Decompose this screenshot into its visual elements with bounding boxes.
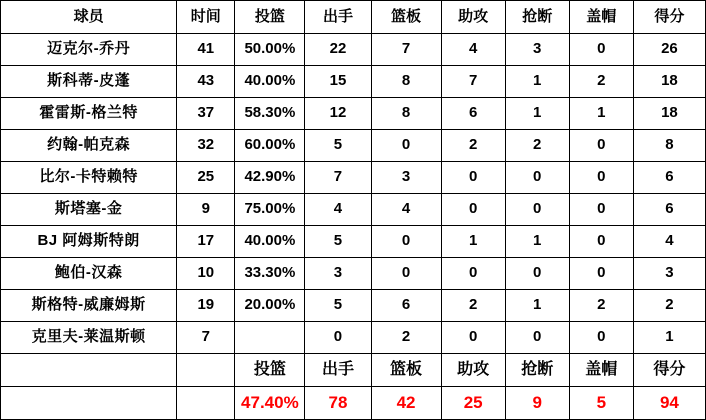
player-name: 比尔-卡特赖特 xyxy=(1,162,177,194)
player-fga: 5 xyxy=(305,130,371,162)
player-fg-pct: 40.00% xyxy=(235,66,305,98)
table-row xyxy=(1,98,706,130)
player-minutes: 32 xyxy=(177,130,235,162)
player-points: 26 xyxy=(633,34,705,66)
player-fga: 0 xyxy=(305,322,371,354)
player-fg-pct: 75.00% xyxy=(235,194,305,226)
table-row xyxy=(1,194,706,226)
totals-header-steals: 抢断 xyxy=(505,354,569,387)
player-points: 1 xyxy=(633,322,705,354)
player-steals: 0 xyxy=(505,322,569,354)
player-fg-pct: 60.00% xyxy=(235,130,305,162)
header-assists: 助攻 xyxy=(441,1,505,34)
player-minutes: 9 xyxy=(177,194,235,226)
header-steals: 抢断 xyxy=(505,1,569,34)
player-blocks: 1 xyxy=(569,98,633,130)
header-blocks: 盖帽 xyxy=(569,1,633,34)
player-blocks: 0 xyxy=(569,34,633,66)
header-player: 球员 xyxy=(1,1,177,34)
player-blocks: 0 xyxy=(569,194,633,226)
player-fg-pct: 33.30% xyxy=(235,258,305,290)
player-points: 6 xyxy=(633,194,705,226)
player-steals: 0 xyxy=(505,162,569,194)
player-minutes: 37 xyxy=(177,98,235,130)
totals-row xyxy=(1,387,706,420)
player-points: 18 xyxy=(633,98,705,130)
player-name: 斯科蒂-皮蓬 xyxy=(1,66,177,98)
header-minutes: 时间 xyxy=(177,1,235,34)
player-assists: 0 xyxy=(441,194,505,226)
header-rebounds: 篮板 xyxy=(371,1,441,34)
table-row xyxy=(1,34,706,66)
player-blocks: 0 xyxy=(569,226,633,258)
player-steals: 2 xyxy=(505,130,569,162)
totals-header-blocks: 盖帽 xyxy=(569,354,633,387)
player-rebounds: 0 xyxy=(371,226,441,258)
player-fga: 22 xyxy=(305,34,371,66)
table-body xyxy=(1,34,706,420)
player-rebounds: 7 xyxy=(371,34,441,66)
table-row xyxy=(1,226,706,258)
player-name: 鲍伯-汉森 xyxy=(1,258,177,290)
totals-header-points: 得分 xyxy=(633,354,705,387)
player-blocks: 0 xyxy=(569,130,633,162)
totals-header-fg-pct: 投篮 xyxy=(235,354,305,387)
totals-blank-2 xyxy=(177,387,235,420)
player-assists: 4 xyxy=(441,34,505,66)
player-fg-pct: 42.90% xyxy=(235,162,305,194)
player-name: 斯塔塞-金 xyxy=(1,194,177,226)
table-row xyxy=(1,322,706,354)
player-assists: 0 xyxy=(441,322,505,354)
player-points: 2 xyxy=(633,290,705,322)
player-rebounds: 0 xyxy=(371,130,441,162)
player-points: 3 xyxy=(633,258,705,290)
player-blocks: 0 xyxy=(569,322,633,354)
player-steals: 1 xyxy=(505,66,569,98)
totals-label-blank-2 xyxy=(177,354,235,387)
header-fg-pct: 投篮 xyxy=(235,1,305,34)
player-minutes: 41 xyxy=(177,34,235,66)
player-name: 克里夫-莱温斯顿 xyxy=(1,322,177,354)
player-fg-pct: 50.00% xyxy=(235,34,305,66)
player-minutes: 7 xyxy=(177,322,235,354)
table-row xyxy=(1,290,706,322)
player-steals: 0 xyxy=(505,194,569,226)
table-row xyxy=(1,258,706,290)
total-assists: 25 xyxy=(441,387,505,420)
player-fga: 3 xyxy=(305,258,371,290)
player-assists: 0 xyxy=(441,162,505,194)
player-name: 迈克尔-乔丹 xyxy=(1,34,177,66)
player-fg-pct: 40.00% xyxy=(235,226,305,258)
header-points: 得分 xyxy=(633,1,705,34)
player-name: 约翰-帕克森 xyxy=(1,130,177,162)
player-name: 斯格特-威廉姆斯 xyxy=(1,290,177,322)
totals-blank-1 xyxy=(1,387,177,420)
player-fga: 4 xyxy=(305,194,371,226)
player-steals: 1 xyxy=(505,98,569,130)
player-fga: 5 xyxy=(305,290,371,322)
table-row xyxy=(1,162,706,194)
player-rebounds: 6 xyxy=(371,290,441,322)
table-row xyxy=(1,130,706,162)
player-assists: 6 xyxy=(441,98,505,130)
player-assists: 2 xyxy=(441,130,505,162)
total-fga: 78 xyxy=(305,387,371,420)
total-blocks: 5 xyxy=(569,387,633,420)
total-rebounds: 42 xyxy=(371,387,441,420)
player-rebounds: 3 xyxy=(371,162,441,194)
player-minutes: 43 xyxy=(177,66,235,98)
totals-header-fga: 出手 xyxy=(305,354,371,387)
player-points: 4 xyxy=(633,226,705,258)
player-minutes: 17 xyxy=(177,226,235,258)
player-name: BJ 阿姆斯特朗 xyxy=(1,226,177,258)
player-blocks: 2 xyxy=(569,66,633,98)
player-steals: 0 xyxy=(505,258,569,290)
player-fga: 5 xyxy=(305,226,371,258)
player-minutes: 19 xyxy=(177,290,235,322)
total-fg-pct: 47.40% xyxy=(235,387,305,420)
player-fga: 7 xyxy=(305,162,371,194)
total-steals: 9 xyxy=(505,387,569,420)
table-header xyxy=(1,1,706,34)
player-rebounds: 4 xyxy=(371,194,441,226)
player-rebounds: 8 xyxy=(371,66,441,98)
totals-header-row xyxy=(1,354,706,387)
player-points: 18 xyxy=(633,66,705,98)
total-points: 94 xyxy=(633,387,705,420)
header-row xyxy=(1,1,706,34)
player-assists: 2 xyxy=(441,290,505,322)
player-assists: 7 xyxy=(441,66,505,98)
player-minutes: 25 xyxy=(177,162,235,194)
player-points: 8 xyxy=(633,130,705,162)
player-blocks: 0 xyxy=(569,162,633,194)
player-fg-pct: 20.00% xyxy=(235,290,305,322)
player-blocks: 2 xyxy=(569,290,633,322)
player-fga: 12 xyxy=(305,98,371,130)
totals-header-assists: 助攻 xyxy=(441,354,505,387)
player-fga: 15 xyxy=(305,66,371,98)
player-name: 霍雷斯-格兰特 xyxy=(1,98,177,130)
player-points: 6 xyxy=(633,162,705,194)
totals-label-blank-1 xyxy=(1,354,177,387)
player-rebounds: 8 xyxy=(371,98,441,130)
table-row xyxy=(1,66,706,98)
player-assists: 1 xyxy=(441,226,505,258)
player-fg-pct xyxy=(235,322,305,354)
header-fga: 出手 xyxy=(305,1,371,34)
player-steals: 3 xyxy=(505,34,569,66)
player-rebounds: 2 xyxy=(371,322,441,354)
player-minutes: 10 xyxy=(177,258,235,290)
player-rebounds: 0 xyxy=(371,258,441,290)
player-steals: 1 xyxy=(505,226,569,258)
player-blocks: 0 xyxy=(569,258,633,290)
player-steals: 1 xyxy=(505,290,569,322)
player-fg-pct: 58.30% xyxy=(235,98,305,130)
totals-header-rebounds: 篮板 xyxy=(371,354,441,387)
player-assists: 0 xyxy=(441,258,505,290)
